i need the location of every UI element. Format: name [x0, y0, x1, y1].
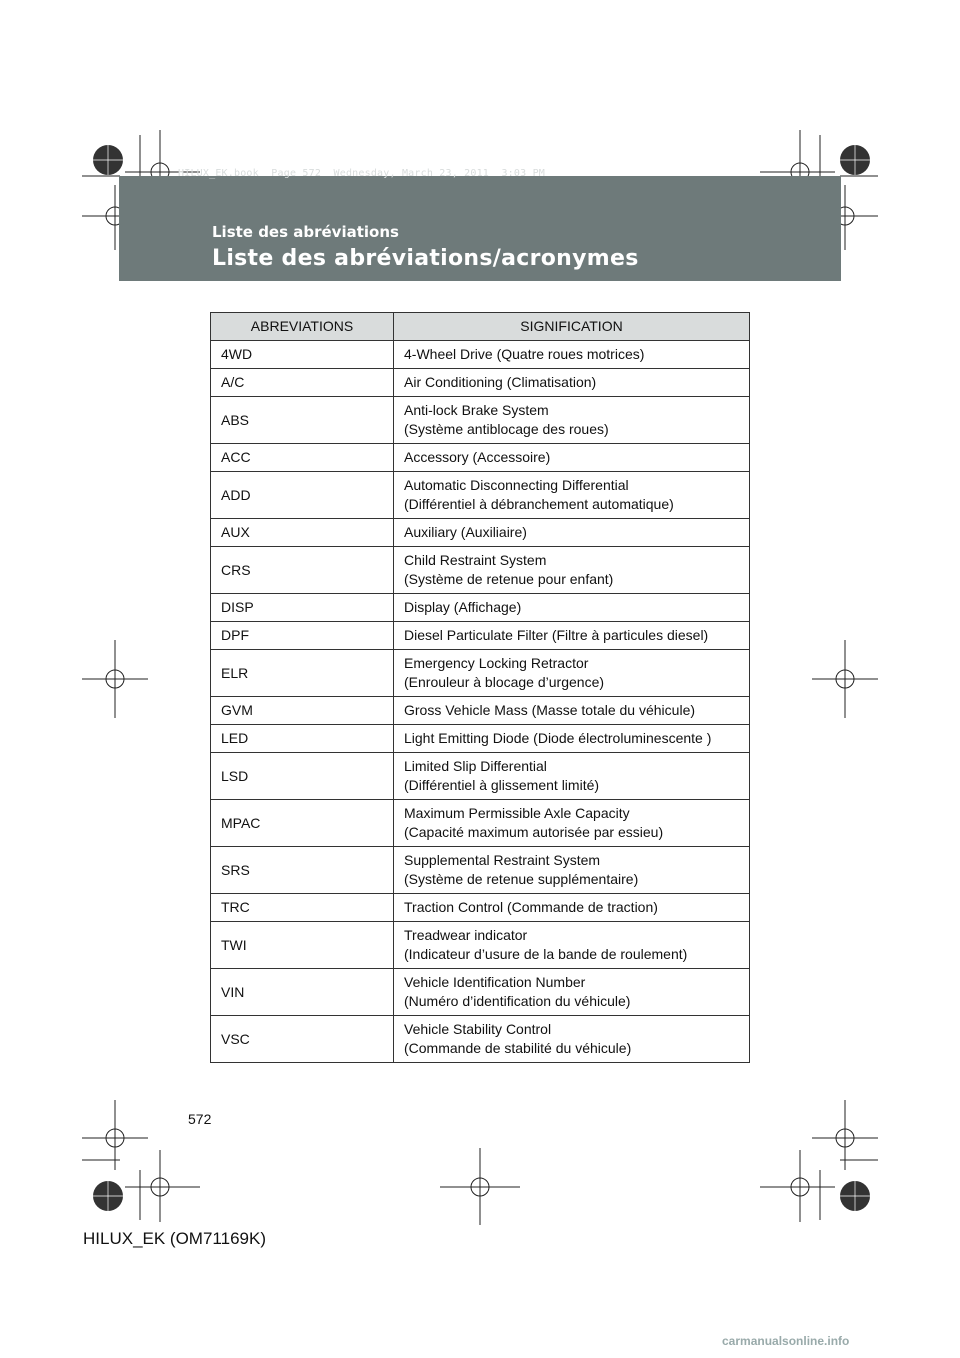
table-row	[211, 753, 750, 800]
table-row	[211, 650, 750, 697]
section-label: Liste des abréviations	[212, 223, 399, 241]
abbreviation-cell: GVM	[211, 697, 394, 725]
meaning-cell	[394, 650, 750, 697]
meaning-cell	[394, 969, 750, 1016]
meaning-line: Supplemental Restraint System	[404, 852, 601, 868]
table-row	[211, 725, 750, 753]
meaning-line: Display (Affichage)	[404, 599, 522, 615]
abbreviation-cell: TRC	[211, 894, 394, 922]
meaning-line: Limited Slip Differential	[404, 758, 547, 774]
abbreviation-cell: LED	[211, 725, 394, 753]
meaning-cell	[394, 725, 750, 753]
abbreviation-cell: 4WD	[211, 341, 394, 369]
table-row	[211, 800, 750, 847]
header-band	[119, 176, 841, 281]
meaning-line: (Commande de stabilité du véhicule)	[404, 1040, 632, 1056]
table-row	[211, 847, 750, 894]
meaning-line: Accessory (Accessoire)	[404, 449, 551, 465]
abbreviation-cell: CRS	[211, 547, 394, 594]
meaning-cell	[394, 547, 750, 594]
meaning-cell	[394, 397, 750, 444]
abbreviation-cell: DISP	[211, 594, 394, 622]
meaning-cell	[394, 369, 750, 397]
meaning-cell	[394, 472, 750, 519]
meaning-line: Auxiliary (Auxiliaire)	[404, 524, 527, 540]
meaning-cell	[394, 894, 750, 922]
meaning-line: Traction Control (Commande de traction)	[404, 899, 658, 915]
table-row	[211, 697, 750, 725]
abbreviation-cell: ADD	[211, 472, 394, 519]
table-row	[211, 969, 750, 1016]
abbreviation-cell: VIN	[211, 969, 394, 1016]
meaning-line: 4-Wheel Drive (Quatre roues motrices)	[404, 346, 645, 362]
meaning-line: Vehicle Identification Number	[404, 974, 586, 990]
table-body	[211, 341, 750, 1063]
table-row	[211, 472, 750, 519]
meaning-cell	[394, 847, 750, 894]
meaning-cell	[394, 922, 750, 969]
table-row	[211, 1016, 750, 1063]
meaning-cell	[394, 622, 750, 650]
page-number: 572	[188, 1111, 212, 1127]
table-row	[211, 519, 750, 547]
meaning-line: Maximum Permissible Axle Capacity	[404, 805, 630, 821]
header-signification: SIGNIFICATION	[394, 313, 750, 341]
meaning-line: (Système de retenue pour enfant)	[404, 571, 614, 587]
abbreviation-cell: LSD	[211, 753, 394, 800]
meaning-line: Child Restraint System	[404, 552, 547, 568]
table-row	[211, 369, 750, 397]
page-title: Liste des abréviations/acronymes	[212, 246, 639, 271]
meaning-cell	[394, 341, 750, 369]
table-row	[211, 341, 750, 369]
abbreviation-cell: ABS	[211, 397, 394, 444]
watermark: carmanualsonline.info	[722, 1334, 850, 1348]
meaning-line: Gross Vehicle Mass (Masse totale du véhicule)	[404, 702, 696, 718]
abbreviation-cell: DPF	[211, 622, 394, 650]
book-stamp: HILUX_EK.book Page 572 Wednesday, March 23, 2011 3:03 PM	[178, 168, 546, 179]
meaning-line: (Système de retenue supplémentaire)	[404, 871, 639, 887]
meaning-line: Vehicle Stability Control	[404, 1021, 552, 1037]
meaning-line: (Numéro d’identification du véhicule)	[404, 993, 631, 1009]
meaning-cell	[394, 1016, 750, 1063]
meaning-line: Emergency Locking Retractor	[404, 655, 589, 671]
abbreviation-cell: ELR	[211, 650, 394, 697]
meaning-cell	[394, 697, 750, 725]
abbreviation-cell: ACC	[211, 444, 394, 472]
abbreviation-cell: MPAC	[211, 800, 394, 847]
meaning-cell	[394, 444, 750, 472]
meaning-line: Anti-lock Brake System	[404, 402, 549, 418]
abbreviation-cell: SRS	[211, 847, 394, 894]
table-row	[211, 547, 750, 594]
meaning-line: Automatic Disconnecting Differential	[404, 477, 629, 493]
meaning-cell	[394, 800, 750, 847]
meaning-line: (Enrouleur à blocage d’urgence)	[404, 674, 605, 690]
table-row	[211, 622, 750, 650]
table-row	[211, 922, 750, 969]
table-row	[211, 397, 750, 444]
meaning-line: (Système antiblocage des roues)	[404, 421, 609, 437]
meaning-line: Air Conditioning (Climatisation)	[404, 374, 597, 390]
meaning-cell	[394, 519, 750, 547]
abbreviation-cell: AUX	[211, 519, 394, 547]
abbreviation-cell: VSC	[211, 1016, 394, 1063]
meaning-line: Treadwear indicator	[404, 927, 528, 943]
table-row	[211, 444, 750, 472]
abbreviations-table	[210, 312, 750, 1063]
meaning-line: (Capacité maximum autorisée par essieu)	[404, 824, 664, 840]
meaning-cell	[394, 594, 750, 622]
meaning-line: (Différentiel à débranchement automatique)	[404, 496, 674, 512]
abbreviation-cell: A/C	[211, 369, 394, 397]
table-row	[211, 594, 750, 622]
meaning-line: (Différentiel à glissement limité)	[404, 777, 600, 793]
table-row	[211, 894, 750, 922]
meaning-cell	[394, 753, 750, 800]
meaning-line: Diesel Particulate Filter (Filtre à particules diesel)	[404, 627, 709, 643]
abbreviation-cell: TWI	[211, 922, 394, 969]
header-abbreviations: ABREVIATIONS	[211, 313, 394, 341]
meaning-line: (Indicateur d’usure de la bande de roulement)	[404, 946, 688, 962]
meaning-line: Light Emitting Diode (Diode électroluminescente )	[404, 730, 712, 746]
footer-code: HILUX_EK (OM71169K)	[83, 1229, 266, 1248]
table-header-row	[211, 313, 750, 341]
